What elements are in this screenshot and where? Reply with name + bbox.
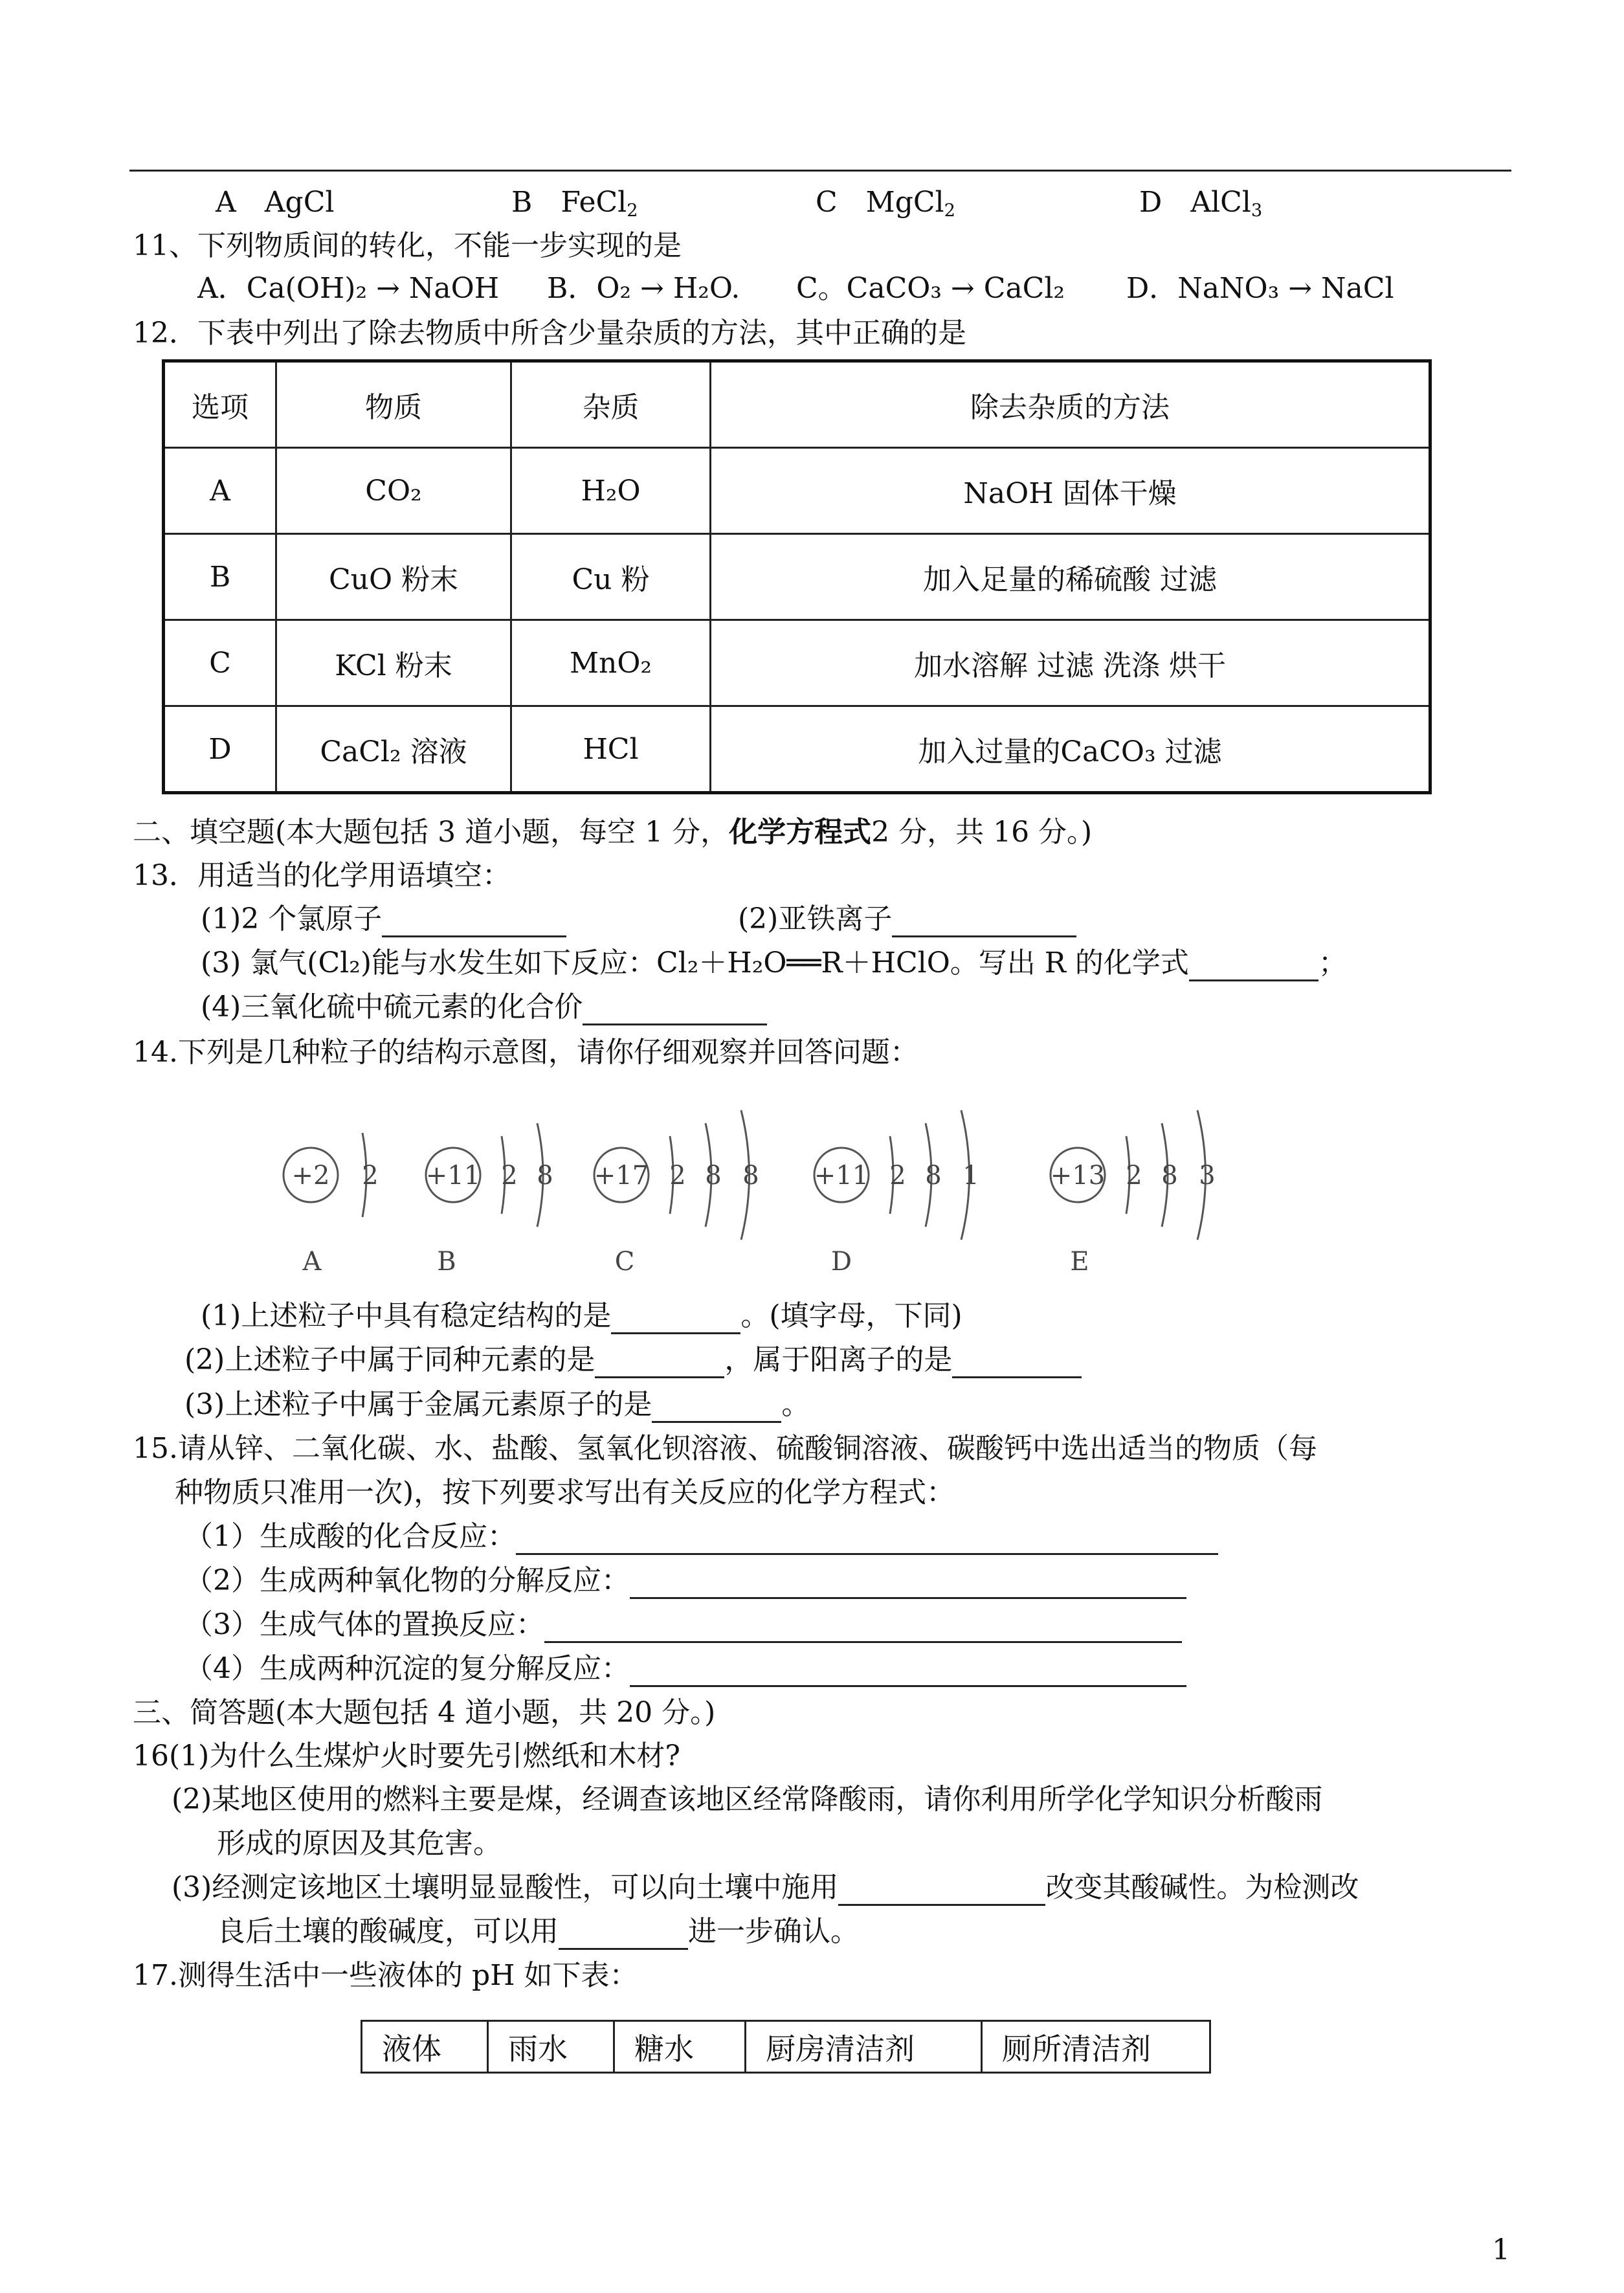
table-cell: CO₂ (276, 448, 511, 534)
q13-part-4: (4)三氧化硫中硫元素的化合价 (201, 989, 767, 1025)
table-cell: C (164, 620, 276, 706)
answer-blank[interactable] (1189, 951, 1318, 981)
atomic-structure-diagram (259, 1101, 1295, 1295)
answer-blank[interactable] (382, 907, 566, 937)
page-number: 1 (1492, 2233, 1510, 2266)
shell-electrons: 2 (669, 1161, 686, 1191)
table-cell: NaOH 固体干燥 (711, 448, 1430, 534)
table-header: 物质 (276, 361, 511, 448)
q16-part-1: 16(1)为什么生煤炉火时要先引燃纸和木材? (133, 1739, 680, 1773)
answer-blank[interactable] (892, 907, 1076, 937)
shell-electrons: 1 (962, 1161, 979, 1191)
table-cell: 厨房清洁剂 (746, 2021, 982, 2073)
table-header-row (164, 361, 1430, 448)
answer-blank[interactable] (838, 1875, 1045, 1906)
shell-electrons: 2 (889, 1161, 906, 1191)
answer-blank[interactable] (544, 1613, 1182, 1643)
shell-electrons: 2 (501, 1161, 518, 1191)
table-row (164, 706, 1430, 793)
answer-blank[interactable] (583, 995, 767, 1025)
q14-part-1: (1)上述粒子中具有稳定结构的是 。(填字母，下同) (201, 1298, 962, 1334)
table-cell: A (164, 448, 276, 534)
q12-stem: 12．下表中列出了除去物质中所含少量杂质的方法，其中正确的是 (133, 317, 966, 350)
answer-blank[interactable] (516, 1525, 1218, 1555)
q15-part-1: （1）生成酸的化合反应： (184, 1519, 1218, 1555)
table-cell: 雨水 (488, 2021, 614, 2073)
section-3-heading: 三、简答题(本大题包括 4 道小题，共 20 分。) (133, 1696, 716, 1729)
q14-part-2: (2)上述粒子中属于同种元素的是 ，属于阳离子的是 (184, 1342, 1082, 1378)
header-rule (129, 170, 1511, 172)
q15-part-2: （2）生成两种氧化物的分解反应： (184, 1563, 1186, 1599)
q14-stem: 14.下列是几种粒子的结构示意图，请你仔细观察并回答问题： (133, 1036, 918, 1069)
table-header: 选项 (164, 361, 276, 448)
q13-part-3: (3) 氯气(Cl₂)能与水发生如下反应：Cl₂＋H₂O══R＋HClO。写出 R 的化学式 ； (201, 945, 1347, 981)
section-2-heading: 二、填空题(本大题包括 3 道小题，每空 1 分，化学方程式2 分，共 16 分。) (133, 816, 1093, 849)
table-cell: HCl (511, 706, 711, 793)
table-row (164, 620, 1430, 706)
shell-electrons: 8 (705, 1161, 722, 1191)
table-cell: 厕所清洁剂 (982, 2021, 1210, 2073)
answer-blank[interactable] (652, 1393, 781, 1423)
particle-label: E (1070, 1247, 1089, 1277)
q16-part-3-line-2: 良后土壤的酸碱度，可以用 进一步确认。 (217, 1914, 859, 1950)
shell-electrons: 2 (1126, 1161, 1142, 1191)
particle-label: A (302, 1247, 322, 1277)
table-row (362, 2021, 1210, 2073)
q16-part-3-line-1: (3)经测定该地区土壤明显显酸性，可以向土壤中施用 改变其酸碱性。为检测改 (172, 1870, 1359, 1906)
table-cell: 液体 (362, 2021, 488, 2073)
nucleus-charge: +13 (1050, 1161, 1106, 1191)
q12-table (162, 359, 1432, 794)
q15-part-4: （4）生成两种沉淀的复分解反应： (184, 1651, 1186, 1687)
table-cell: Cu 粉 (511, 534, 711, 620)
shell-electrons: 8 (925, 1161, 942, 1191)
nucleus-charge: +11 (814, 1161, 869, 1191)
q11-option-d: D．NaNO₃ → NaCl (1126, 272, 1394, 305)
table-cell: CaCl₂ 溶液 (276, 706, 511, 793)
q10-option-b: B FeCl$_2$ (511, 186, 638, 221)
particle-label: D (830, 1247, 852, 1277)
nucleus-charge: +2 (291, 1161, 330, 1191)
table-cell: 糖水 (614, 2021, 746, 2073)
particle-label: B (437, 1247, 456, 1277)
table-cell: MnO₂ (511, 620, 711, 706)
q15-stem-line-2: 种物质只准用一次)，按下列要求写出有关反应的化学方程式： (175, 1476, 955, 1509)
answer-blank[interactable] (952, 1348, 1082, 1378)
q13-part-1: (1)2 个氯原子 (201, 901, 566, 937)
answer-blank[interactable] (595, 1348, 724, 1378)
table-cell: 加水溶解 过滤 洗涤 烘干 (711, 620, 1430, 706)
shell-electrons: 2 (362, 1161, 379, 1191)
q11-stem: 11、下列物质间的转化，不能一步实现的是 (133, 229, 682, 262)
table-cell: 加入过量的CaCO₃ 过滤 (711, 706, 1430, 793)
particle-label: C (614, 1247, 635, 1277)
q14-part-3: (3)上述粒子中属于金属元素原子的是 。 (184, 1387, 810, 1423)
ph-table (361, 2020, 1211, 2074)
q10-option-c: C MgCl$_2$ (816, 186, 955, 221)
table-row (164, 448, 1430, 534)
q15-part-3: （3）生成气体的置换反应： (184, 1607, 1182, 1643)
answer-blank[interactable] (611, 1304, 740, 1334)
shell-electrons: 8 (742, 1161, 759, 1191)
table-cell: CuO 粉末 (276, 534, 511, 620)
q13-stem: 13．用适当的化学用语填空： (133, 859, 511, 892)
q11-option-a: A．Ca(OH)₂ → NaOH (197, 272, 500, 305)
shell-electrons: 8 (537, 1161, 553, 1191)
q13-part-2: (2)亚铁离子 (738, 901, 1076, 937)
table-row (164, 534, 1430, 620)
q11-option-b: B．O₂ → H₂O. (547, 272, 740, 305)
shell-electrons: 3 (1199, 1161, 1216, 1191)
table-header: 除去杂质的方法 (711, 361, 1430, 448)
q16-part-2-line-2: 形成的原因及其危害。 (217, 1827, 502, 1860)
q10-option-a: A AgCl (216, 186, 335, 219)
table-cell: KCl 粉末 (276, 620, 511, 706)
answer-blank[interactable] (630, 1657, 1186, 1687)
shell-electrons: 8 (1161, 1161, 1178, 1191)
nucleus-charge: +17 (594, 1161, 649, 1191)
q17-stem: 17.测得生活中一些液体的 pH 如下表： (133, 1959, 638, 1992)
table-header: 杂质 (511, 361, 711, 448)
table-cell: 加入足量的稀硫酸 过滤 (711, 534, 1430, 620)
q10-option-d: D AlCl$_3$ (1139, 186, 1263, 221)
table-cell: D (164, 706, 276, 793)
table-cell: H₂O (511, 448, 711, 534)
q15-stem-line-1: 15.请从锌、二氧化碳、水、盐酸、氢氧化钡溶液、硫酸铜溶液、碳酸钙中选出适当的物质（每 (133, 1432, 1317, 1465)
q16-part-2-line-1: (2)某地区使用的燃料主要是煤，经调查该地区经常降酸雨，请你利用所学化学知识分析酸雨 (172, 1783, 1323, 1816)
table-cell: B (164, 534, 276, 620)
q11-option-c: C。CaCO₃ → CaCl₂ (796, 272, 1065, 305)
nucleus-charge: +11 (425, 1161, 481, 1191)
answer-blank[interactable] (559, 1919, 688, 1950)
answer-blank[interactable] (630, 1569, 1186, 1599)
